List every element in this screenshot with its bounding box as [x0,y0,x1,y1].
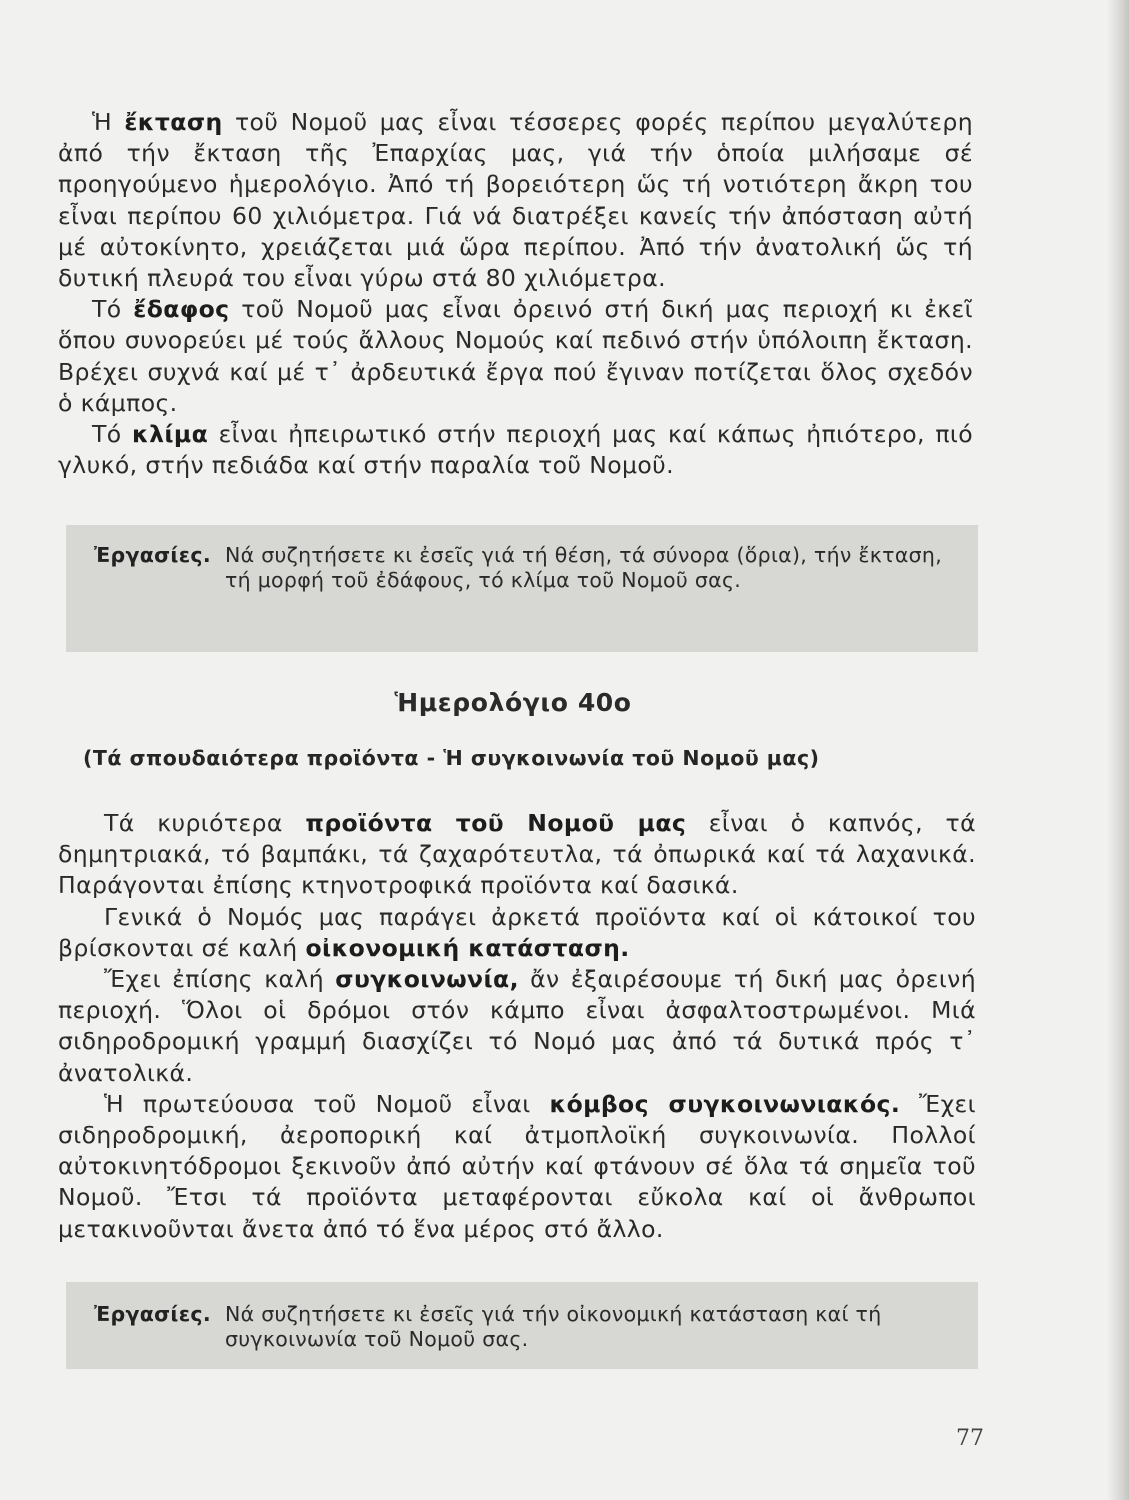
term-sygkoinonia: συγκοινωνία, [335,965,519,994]
exercise-label: Ἐργασίες. [94,543,211,567]
paragraph-economy: Γενικά ὁ Νομός μας παράγει ἀρκετά προϊόντα καί οἱ κάτοικοί του βρίσκονται σέ καλή οἰκονομική κατάσταση. [58,902,976,962]
term-ektasi: ἔκταση [124,108,223,136]
section-products [58,808,976,1245]
exercise-text: Νά συζητήσετε κι ἐσεῖς γιά τήν οἰκονομική κατάσταση καί τή συγκοινωνία τοῦ Νομοῦ σας. [224,1302,882,1351]
term-komvos: κόμβος συγκοινωνιακός. [549,1089,901,1118]
exercise-box-1 [66,525,978,652]
exercise-text: Νά συζητήσετε κι ἐσεῖς γιά τή θέση, τά σύνορα (ὅρια), τήν ἔκταση, τή μορφή τοῦ ἐδάφους, τό κλίμα τοῦ Νομοῦ σας. [224,543,943,592]
section-geography [58,107,973,481]
term-oikonomiki: οἰκονομική κατάσταση. [305,933,630,962]
exercise-box-2 [66,1282,978,1369]
paragraph-climate: Τό κλίμα εἶναι ἠπειρωτικό στήν περιοχή μας καί κάπως ἠπιότερο, πιό γλυκό, στήν πεδιάδα καί στήν παραλία τοῦ Νομοῦ. [58,420,974,480]
page-number: 77 [956,1426,984,1451]
exercise-label: Ἐργασίες. [94,1302,211,1326]
diary-subtitle: (Τά σπουδαιότερα προϊόντα - Ἡ συγκοινωνία τοῦ Νομοῦ μας) [83,746,820,770]
paragraph-capital: Ἡ πρωτεύουσα τοῦ Νομοῦ εἶναι κόμβος συγκοινωνιακός. Ἔχει σιδηροδρομική, ἀεροπορική καί ἀτμοπλοϊκή συγκοινωνία. Πολλοί αὐτοκινητόδρομοι ξεκινοῦν ἀπό αὐτήν καί φτάνουν σέ ὅλα τά σημεῖα τοῦ Νομοῦ. Ἔτσι τά προϊόντα μεταφέρονται εὔκολα καί οἱ ἄνθρωποι μετακινοῦνται ἄνετα ἀπό τό ἕνα μέρος στό ἄλλο. [58,1089,976,1243]
term-proionta: προϊόντα τοῦ Νομοῦ μας [305,809,687,837]
paragraph-extent: Ἡ ἔκταση τοῦ Νομοῦ μας εἶναι τέσσερες φορές περίπου μεγαλύτερη ἀπό τήν ἔκταση τῆς Ἐπαρχίας μας, γιά τήν ὁποία μιλήσαμε σέ προηγούμενο ἡμερολόγιο. Ἀπό τή βορειότερη ὥς τή νοτιότερη ἄκρη του εἶναι περίπου 60 χιλιόμετρα. Γιά νά διατρέξει κανείς τήν ἀπόσταση αὐτή μέ αὐτοκίνητο, χρειάζεται μιά ὥρα περίπου. Ἀπό τήν ἀνατολική ὥς τή δυτική πλευρά του εἶναι γύρω στά 80 χιλιόμετρα. [58,108,973,293]
book-spine-shadow [1107,0,1129,1500]
term-edafos: ἔδαφος [133,295,230,324]
paragraph-transport: Ἔχει ἐπίσης καλή συγκοινωνία, ἄν ἐξαιρέσουμε τή δική μας ὀρεινή περιοχή. Ὅλοι οἱ δρόμοι στόν κάμπο εἶναι ἀσφαλτοστρωμένοι. Μιά σιδηροδρομική γραμμή διασχίζει τό Νομό μας ἀπό τά δυτικά πρός τ᾽ ἀνατολικά. [58,965,976,1087]
paragraph-terrain: Τό ἔδαφος τοῦ Νομοῦ μας εἶναι ὀρεινό στή δική μας περιοχή κι ἐκεῖ ὅπου συνορεύει μέ τούς ἄλλους Νομούς καί πεδινό στήν ὑπόλοιπη ἔκταση. Βρέχει συχνά καί μέ τ᾽ ἀρδευτικά ἔργα πού ἔγιναν ποτίζεται ὅλος σχεδόν ὁ κάμπος. [58,295,974,417]
paragraph-products: Τά κυριότερα προϊόντα τοῦ Νομοῦ μας εἶναι ὁ καπνός, τά δημητριακά, τό βαμπάκι, τά ζαχαρότευτλα, τά ὀπωρικά καί τά λαχανικά. Παράγονται ἐπίσης κτηνοτροφικά προϊόντα καί δασικά. [58,809,976,900]
term-klima: κλίμα [131,420,209,449]
diary-title: Ἡμερολόγιο 40ο [394,688,632,717]
